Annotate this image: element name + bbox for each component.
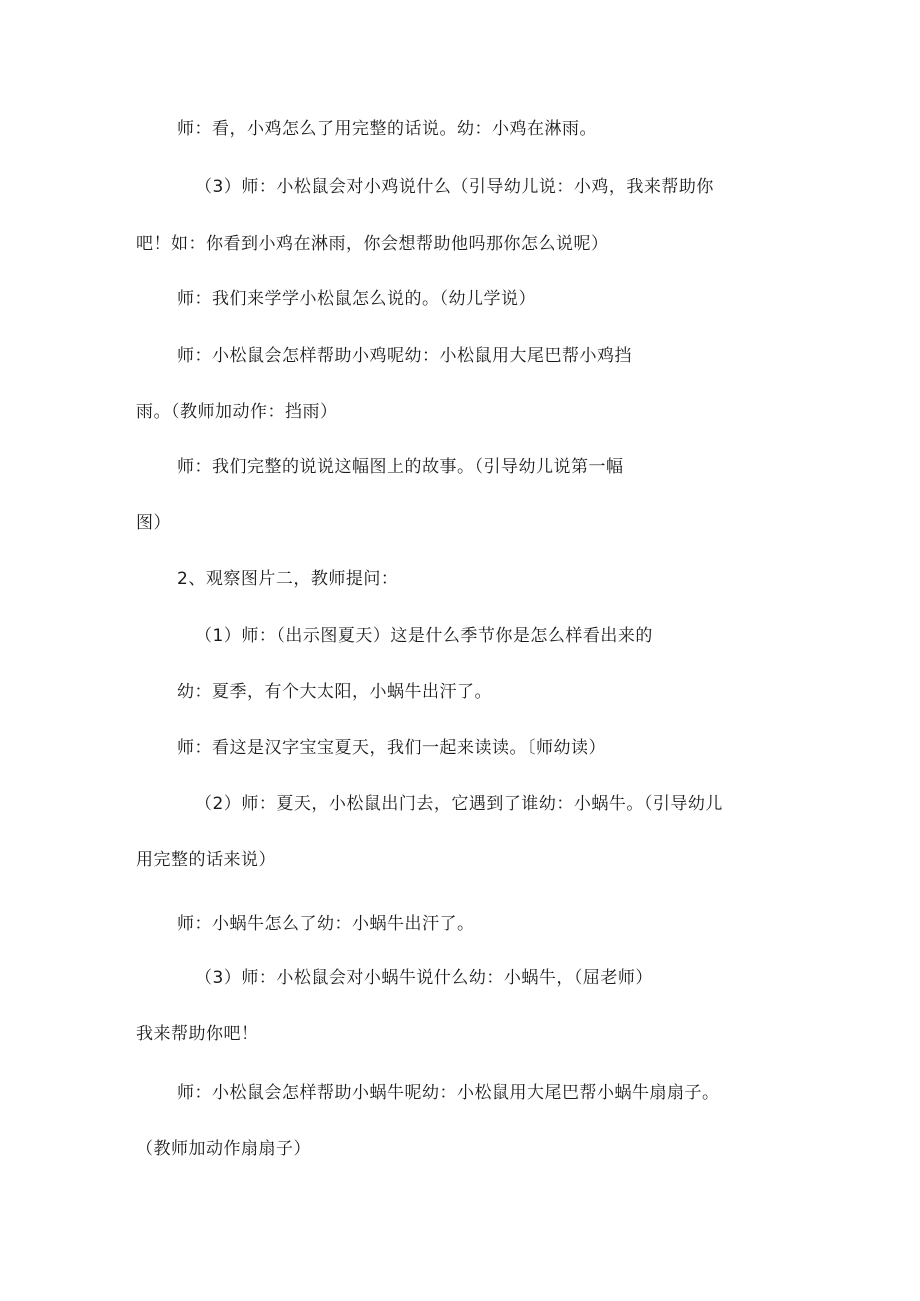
- paragraph-line: 师：看这是汉字宝宝夏天，我们一起来读读。〔师幼读）: [177, 738, 606, 758]
- paragraph-line: 吧！如：你看到小鸡在淋雨，你会想帮助他吗那你怎么说呢）: [136, 234, 609, 254]
- paragraph-line: 师：小松鼠会怎样帮助小蜗牛呢幼：小松鼠用大尾巴帮小蜗牛扇扇子。: [177, 1083, 720, 1103]
- paragraph-line: 幼：夏季，有个大太阳，小蜗牛出汗了。: [177, 682, 492, 702]
- paragraph-line: （3）师：小松鼠会对小蜗牛说什么幼：小蜗牛，（屈老师）: [195, 968, 653, 988]
- section-heading: 2、观察图片二，教师提问：: [177, 569, 399, 589]
- paragraph-line: 图）: [136, 513, 171, 533]
- paragraph-line: （教师加动作扇扇子）: [136, 1139, 311, 1159]
- paragraph-line: （3）师：小松鼠会对小鸡说什么（引导幼儿说：小鸡，我来帮助你: [195, 177, 714, 197]
- paragraph-line: 师：小松鼠会怎样帮助小鸡呢幼：小松鼠用大尾巴帮小鸡挡: [177, 346, 632, 366]
- paragraph-line: 师：我们完整的说说这幅图上的故事。（引导幼儿说第一幅: [177, 457, 624, 477]
- paragraph-line: （2）师：夏天，小松鼠出门去，它遇到了谁幼：小蜗牛。（引导幼儿: [195, 794, 723, 814]
- paragraph-line: （1）师：（出示图夏天）这是什么季节你是怎么样看出来的: [195, 626, 653, 646]
- paragraph-line: 用完整的话来说）: [136, 850, 276, 870]
- paragraph-line: 师：看，小鸡怎么了用完整的话说。幼：小鸡在淋雨。: [177, 119, 597, 139]
- paragraph-line: 我来帮助你吧！: [136, 1024, 259, 1044]
- paragraph-line: 雨。（教师加动作：挡雨）: [136, 402, 338, 422]
- paragraph-line: 师：小蜗牛怎么了幼：小蜗牛出汗了。: [177, 914, 475, 934]
- paragraph-line: 师：我们来学学小松鼠怎么说的。（幼儿学说）: [177, 289, 536, 309]
